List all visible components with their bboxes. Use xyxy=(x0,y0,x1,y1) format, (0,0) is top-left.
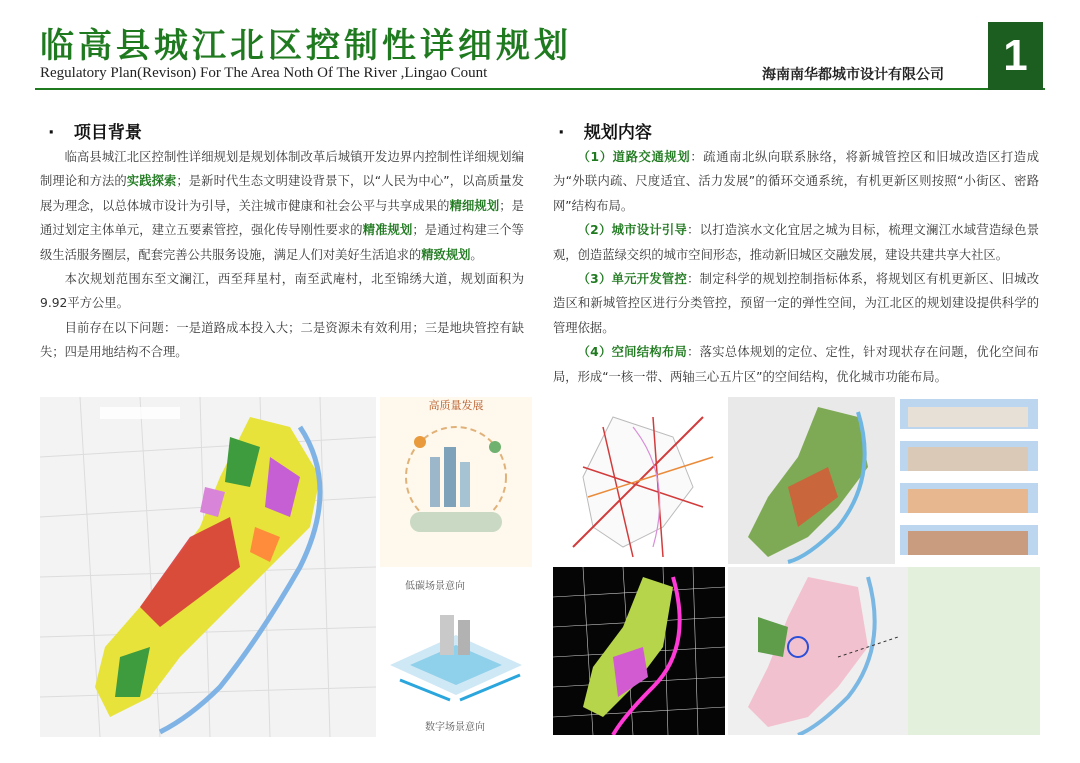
planning-content-text xyxy=(553,145,1039,389)
planning-item-4: （4）空间结构布局：落实总体规划的定位、定性，针对现状存在问题，优化空间布局，形成“一核一带、两轴三心五片区”的空间结构，优化城市功能布局。 xyxy=(553,345,1039,384)
digital-scene-illustration xyxy=(380,595,532,715)
section-heading-background xyxy=(48,118,142,143)
bullet-icon: · xyxy=(48,123,55,143)
unit-control-map xyxy=(553,567,725,735)
low-carbon-caption: 低碳场景意向 xyxy=(405,581,465,592)
digital-scene-caption: 数字场景意向 xyxy=(425,722,485,733)
building-elevations xyxy=(898,397,1040,564)
page-title: 临高县城江北区控制性详细规划 xyxy=(40,26,572,66)
planning-item-3: （3）单元开发管控：制定科学的规划控制指标体系，将规划区有机更新区、旧城改造区和新城管控区进行分类管控，预留一定的弹性空间，为江北区的规划建设提供科学的管理依据。 xyxy=(553,272,1039,335)
high-quality-development-title: 高质量发展 xyxy=(428,399,484,412)
annotation-panel xyxy=(908,567,1040,735)
high-quality-development-illustration xyxy=(380,397,532,567)
section-heading-label: 项目背景 xyxy=(73,123,142,143)
road-traffic-map xyxy=(553,397,725,564)
page-number-badge xyxy=(988,22,1043,90)
planning-item-2: （2）城市设计引导：以打造滨水文化宜居之城为目标，梳理文澜江水域营造绿色景观，创造蓝绿交织的城市空间形态，推动新旧城区交融发展，建设共建共享大社区。 xyxy=(553,223,1039,262)
background-paragraph-3: 目前存在以下问题：一是道路成本投入大；二是资源未有效利用；三是地块管控有缺失；四是用地结构不合理。 xyxy=(40,320,524,360)
page-number: 1 xyxy=(1003,31,1028,80)
background-paragraph-1: 临高县城江北区控制性详细规划是规划体制改革后城镇开发边界内控制性详细规划编制理论和方法的实践探索；是新时代生态文明建设背景下，以“人民为中心”，以高质量发展为理念，以总体城市设计为引导，关注城市健康和社会公平与共享成果的精细规划；是通过划定主体单元，建立五要素管控，强化传导刚性要求的精准规划；是通过构建三个等级生活服务圈层，配套完善公共服务设施，满足人们对美好生活追求的精致规划。 xyxy=(40,150,524,262)
spatial-structure-map xyxy=(728,567,908,735)
background-text xyxy=(40,145,524,365)
page-subtitle: Regulatory Plan(Revison) For The Area Noth Of The River ,Lingao Count xyxy=(40,65,488,81)
planning-item-1: （1）道路交通规划：疏通南北纵向联系脉络，将新城管控区和旧城改造区打造成为“外联内疏、尺度适宜、活力发展”的循环交通系统，有机更新区则按照“小街区、密路网”结构布局。 xyxy=(553,150,1039,213)
header-divider xyxy=(35,88,1045,90)
land-use-map xyxy=(40,397,376,737)
urban-design-map xyxy=(728,397,895,564)
background-paragraph-2: 本次规划范围东至文澜江，西至拜星村，南至武庵村，北至锦绣大道，规划面积为9.92平方公里。 xyxy=(40,272,524,311)
company-name: 海南南华都城市设计有限公司 xyxy=(762,67,944,83)
planning-content-heading xyxy=(558,118,652,143)
planning-content-heading-label: 规划内容 xyxy=(583,123,652,143)
bullet-icon: · xyxy=(558,123,565,143)
